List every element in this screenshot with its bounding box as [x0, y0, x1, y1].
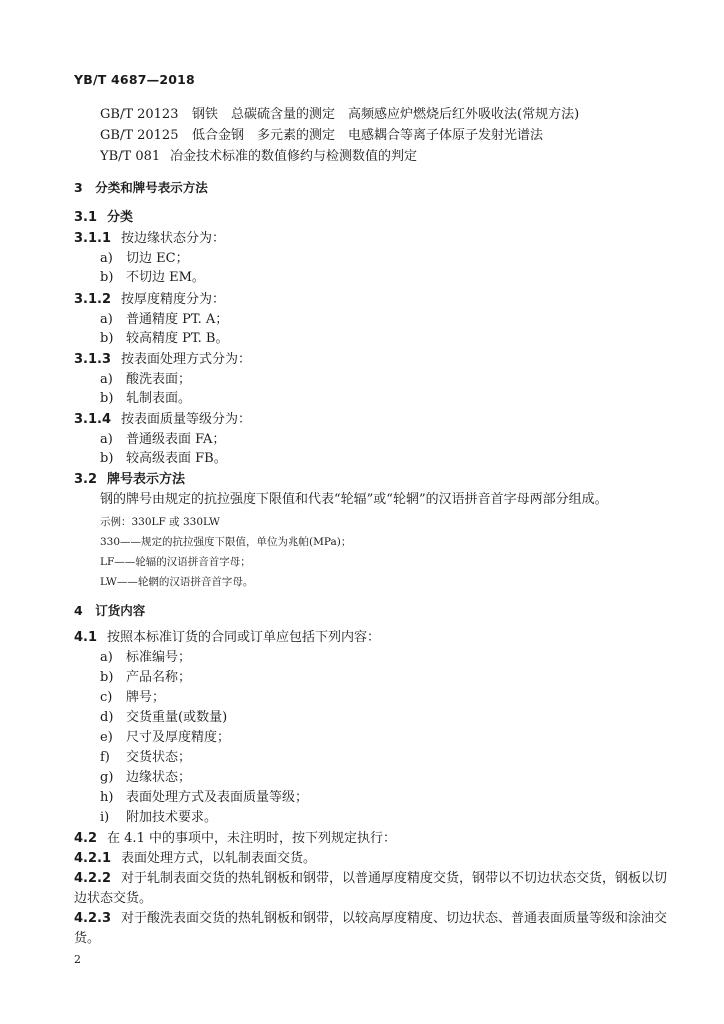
reference-code: GB/T 20125: [100, 128, 179, 143]
clause-3-1: 3.1 分类: [74, 210, 134, 225]
page-number: 2: [74, 953, 81, 966]
reference-line: [100, 149, 417, 165]
list-item: e) 尺寸及厚度精度；: [100, 730, 231, 745]
clause-3-1-3: 3.1.3 按表面处理方式分为：: [74, 352, 252, 367]
clause-3-1-4: 3.1.4 按表面质量等级分为：: [74, 412, 252, 427]
reference-code: YB/T 081: [100, 149, 161, 164]
list-item: a) 普通级表面 FA；: [100, 432, 226, 447]
list-item: b) 较高精度 PT. B。: [100, 331, 229, 346]
list-item: i) 附加技术要求。: [100, 810, 218, 825]
list-item: h) 表面处理方式及表面质量等级；: [100, 790, 309, 805]
list-item: a) 酸洗表面；: [100, 372, 192, 387]
clause-3-2: 3.2 牌号表示方法: [74, 472, 186, 487]
list-item: b) 轧制表面。: [100, 391, 192, 406]
reference-code: GB/T 20123: [100, 107, 179, 122]
example-note: LF——轮辐的汉语拼音首字母；: [100, 556, 251, 568]
clause-4-2-2-continued: 边状态交货。: [74, 891, 153, 906]
list-item: a) 标准编号；: [100, 650, 192, 665]
list-item: a) 普通精度 PT. A；: [100, 312, 229, 327]
list-item: b) 不切边 EM。: [100, 270, 205, 285]
list-item: d) 交货重量(或数量): [100, 710, 228, 725]
example-note: LW——轮辋的汉语拼音首字母。: [100, 576, 254, 588]
document-number-header: YB/T 4687—2018: [74, 72, 195, 87]
section-3-heading: 3 分类和牌号表示方法: [74, 180, 208, 195]
list-item: g) 边缘状态；: [100, 770, 192, 785]
clause-4-2-3-continued: 货。: [74, 931, 101, 946]
clause-4-1: 4.1 按照本标准订货的合同或订单应包括下列内容：: [74, 630, 381, 645]
reference-line: [100, 128, 543, 144]
clause-4-2-3: 4.2.3 对于酸洗表面交货的热轧钢板和钢带，以较高厚度精度、切边状态、普通表面质量等级和涂油交: [74, 911, 668, 926]
example-note: 330——规定的抗拉强度下限值，单位为兆帕(MPa)；: [100, 536, 352, 548]
list-item: f) 交货状态；: [100, 750, 192, 765]
list-item: b) 产品名称；: [100, 670, 192, 685]
list-item: c) 牌号；: [100, 690, 166, 705]
clause-3-2-paragraph: 钢的牌号由规定的抗拉强度下限值和代表“轮辐”或“轮辋”的汉语拼音首字母两部分组成。: [100, 492, 608, 507]
clause-3-1-1: 3.1.1 按边缘状态分为：: [74, 231, 226, 246]
clause-3-1-2: 3.1.2 按厚度精度分为：: [74, 292, 226, 307]
reference-title: 低合金钢 多元素的测定 电感耦合等离子体原子发射光谱法: [192, 128, 544, 143]
section-4-heading: 4 订货内容: [74, 603, 146, 618]
reference-title: 钢铁 总碳硫含量的测定 高频感应炉燃烧后红外吸收法(常规方法): [192, 107, 580, 122]
clause-4-2: 4.2 在 4.1 中的事项中，未注明时，按下列规定执行：: [74, 831, 396, 846]
example-line: 示例：330LF 或 330LW: [100, 516, 220, 528]
list-item: b) 较高级表面 FB。: [100, 451, 227, 466]
reference-line: [100, 107, 579, 123]
clause-4-2-2: 4.2.2 对于轧制表面交货的热轧钢板和钢带，以普通厚度精度交货，钢带以不切边状态交货，钢板以切: [74, 871, 668, 886]
clause-4-2-1: 4.2.1 表面处理方式，以轧制表面交货。: [74, 851, 317, 866]
reference-title: 冶金技术标准的数值修约与检测数值的判定: [170, 149, 418, 164]
list-item: a) 切边 EC；: [100, 251, 189, 266]
